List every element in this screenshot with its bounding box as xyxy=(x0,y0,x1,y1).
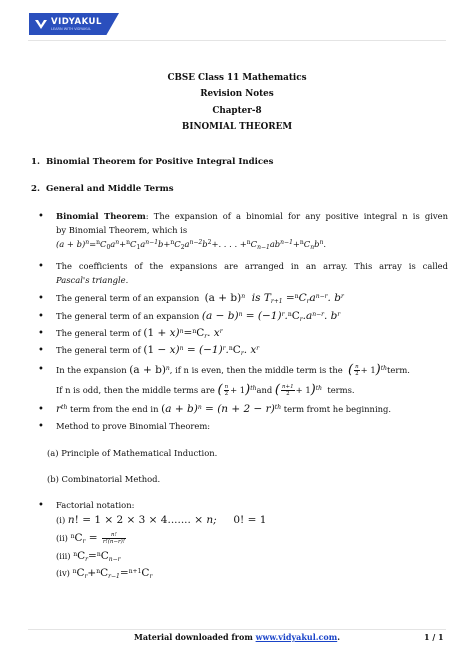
footer-divider xyxy=(28,629,446,630)
header-divider xyxy=(28,40,446,41)
logo-brand-name: VIDYAKUL xyxy=(51,17,102,27)
doc-class-title: CBSE Class 11 Mathematics xyxy=(167,73,307,83)
footer-website-link[interactable]: www.vidyakul.com xyxy=(255,632,338,642)
doc-chapter: Chapter-8 xyxy=(212,106,262,116)
page-number: 1 / 1 xyxy=(424,632,444,642)
doc-subtitle: Revision Notes xyxy=(200,89,274,99)
vidyakul-logo[interactable] xyxy=(29,13,119,35)
page: VIDYAKUL LEARN WITH VIDYAKUL CBSE Class 11 Mathematics Revision Notes Chapter-8 BINOMIAL THEOREM 1. Binomial Theorem for Positive Integral Indices 2. General and Middle Terms • Binomial Theorem: The expansion of a binomial for any positive integral n is given by Binomial Theorem, which is $(a + b)^n=^nC_0a^n+^nC_1a^{n-1}b+^nC_2a^{n-2}b^2+$. . . . $+^nC_{n-1}ab^{n-1}+^nC_nb^n$. • The coefficients of the expansions are arranged in an array. This array is called Pascal's triangle. • The general term of an expansion $(a + b)^n$ is $T_{r+1} =^nC_ra^{n-r}$. $b^r$ • The general term of an expansion $(a - b)^n = (-1)^r.^nC_r.a^{n-r}$. $b^r$ • The general term of $(1 + x)^n=^nC_r$. $x^r$ • The general term of $(1 - x)^n = (-1)^r.^nC_r$. $x^r$ • In the expansion $(a + b)^n$, if n is even, then the middle term is the ( $\frac{n}{2}$ + 1)$^{th}$term. If n is odd, then the middle terms are ( $\frac{n}{2}$ + 1)$^{th}$and ( $\frac{n+1}{2}$ + 1)$^{th}$ terms. • $r^{th}$ term from the end in $(a + b)^n = (n + 2 - r)^{th}$ term fromt he beginning. • Method to prove Binomial Theorem: (a) Principle of Mathematical Induction. (b) Combinatorial Method. • Factorial notation: (i) n! = 1 × 2 × 3 × 4....... × n; 0! = 1 (ii) $^nC_r$ = $\frac{n!}{r!(n-r)!}$ (iii) $^nC_r=^nC_{n-r}$ (iv) $^nC_r+^nC_{r-1}=^{n+1}C_r$ Material downloaded from www.vidyakul.com. 1 / 1 xyxy=(0,0,474,670)
method-induction: (a) Principle of Mathematical Induction. xyxy=(47,448,218,458)
vidyakul-logo-icon xyxy=(34,17,48,31)
footer: Material downloaded from www.vidyakul.com. xyxy=(134,632,340,642)
logo-tagline: LEARN WITH VIDYAKUL xyxy=(51,27,91,31)
section-heading-2: 2. General and Middle Terms xyxy=(31,184,174,194)
method-combinatorial: (b) Combinatorial Method. xyxy=(47,474,161,484)
doc-chapter-title: BINOMIAL THEOREM xyxy=(181,122,293,132)
section-heading-1: 1. Binomial Theorem for Positive Integral Indices xyxy=(31,157,274,167)
